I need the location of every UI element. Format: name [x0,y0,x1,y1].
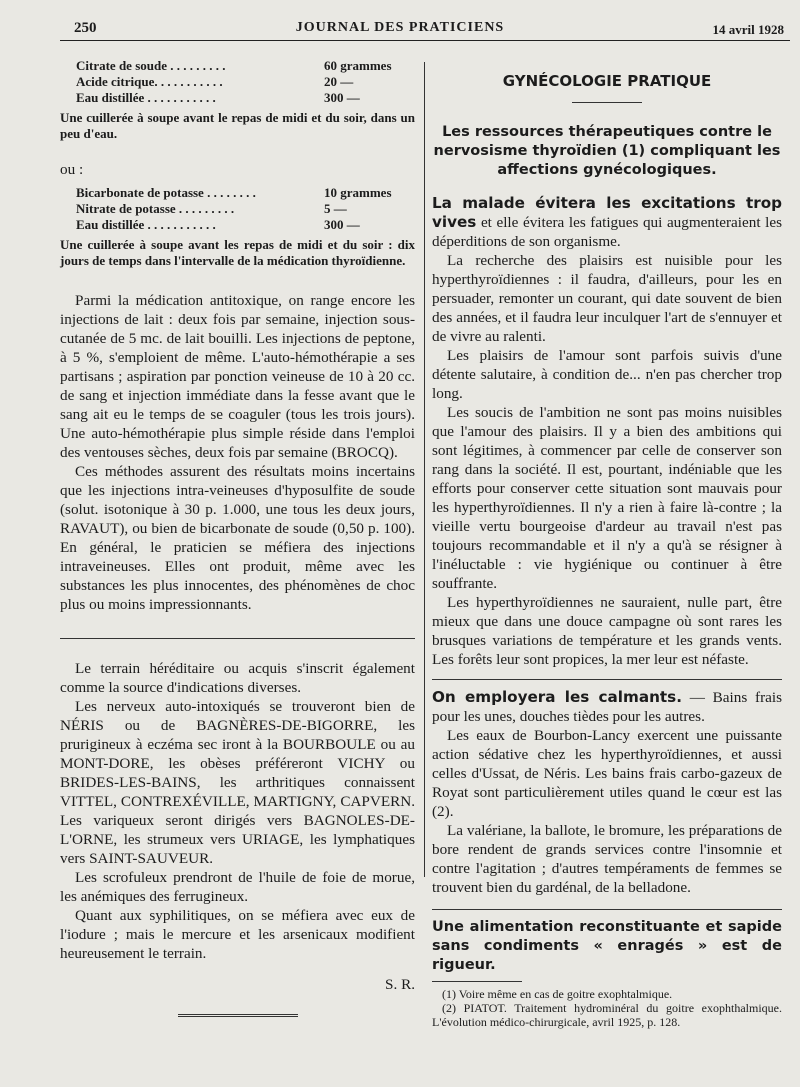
paragraph: Les plaisirs de l'amour sont parfois suivis d'une détente salutaire, à condition de... n'en pas chercher trop long. [432,347,782,402]
paragraph: Ces méthodes assurent des résultats moins incertains que les injections intra-veineuses d'hyposulfite de soude (solut. isotonique à 30 p. 1.000, une tous les deux jours, RAVAUT), ou bien de bicarbonate de soude (0,50 p. 100). En général, le praticien se méfiera des injections intraveineuses. Elles ont produit, même avec les substances les plus innocentes, des phénomènes de choc plus ou moins impressionnants. [60,463,415,613]
rx-1-instructions: Une cuillerée à soupe avant le repas de midi et du soir, dans un peu d'eau. [60,110,415,141]
footnote-1: (1) Voire même en cas de goitre exophtalmique. [442,987,673,1001]
paragraph: La recherche des plaisirs est nuisible pour les hyperthyroïdiennes : il faudra, d'ailleurs, pour les en persuader, remonter un courant, qui date souvent de bien des années, et il faudra leur inculquer l'art de s'ennuyer et de vivre au ralenti. [432,252,782,345]
footnote-2: (2) PIATOT. Traitement hydrominéral du goitre exophthalmique. L'évolution médico-chirurgicale, avril 1925, p. 128. [432,1001,782,1029]
rx-ingredient: Citrate de soude . . . . . . . . . [76,58,226,73]
run-in-heading: On employera les calmants. [432,688,682,706]
paragraph-text: et elle évitera les fatigues qui augmenteraient les déperditions de son organisme. [432,214,783,250]
rx-line [60,185,415,201]
paragraph: Les nerveux auto-intoxiqués se trouveront bien de NÉRIS ou de BAGNÈRES-DE-BIGORRE, les prurigineux à eczéma sec iront à la BOURBOULE ou au MONT-DORE, les obèses préféreront VICHY ou BRIDES-LES-BAINS, les arthritiques connaissent VITTEL, CONTREXÉVILLE, MARTIGNY, CAPVERN. Les variqueux seront dirigés vers BAGNOLES-DE-L'ORNE, les strumeux vers URIAGE, les lymphatiques vers SAINT-SAUVEUR. [60,698,415,867]
rx-line [60,90,415,106]
rx-quantity: 300 — [324,90,360,105]
rx-ingredient: Nitrate de potasse . . . . . . . . . [76,201,235,216]
rx-quantity: 60 grammes [324,58,392,73]
paragraph [432,194,782,251]
left-column [60,58,415,1017]
rx-ingredient: Acide citrique. . . . . . . . . . . [76,74,223,89]
paragraph [432,688,782,726]
paragraph: Les soucis de l'ambition ne sont pas moins nuisibles que l'amour des plaisirs. Il y a bien des ambitions qui sont légitimes, à commencer par celle de conserver son rang dans la société. Il est, pourtant, indéniable que les efforts pour conserver cette situation sont mauvais pour les hyperthyroïdiennes. Il n'y a rien à faire là-contre ; la vieille vertu bourgeoise d'ardeur au travail n'est pas toujours recommandable et il n'y a qu'à se résigner à l'inéluctable : vie hygiénique ou continuer à être souffrante. [432,404,782,592]
rx-ingredient: Eau distillée . . . . . . . . . . . [76,90,216,105]
end-rule [178,1014,298,1017]
rx-ingredient: Eau distillée . . . . . . . . . . . [76,217,216,232]
paragraph: Les hyperthyroïdiennes ne sauraient, nulle part, être mieux que dans une douce campagne où sont rares les brusques variations de température et les grands vents. Les forêts leur sont propices, la mer leur est néfaste. [432,594,782,668]
heading-rule [572,102,642,103]
issue-date: 14 avril 1928 [712,22,784,37]
paragraph: Les eaux de Bourbon-Lancy exercent une puissante action sédative chez les hyperthyroïdiennes, et aussi celles d'Ussat, de Néris. Les bains frais carbo-gazeux de Royat sont particulièrement utiles quand le cœur est las (2). [432,727,782,820]
run-in-heading: La malade évitera les excitations trop vives [432,194,782,231]
signature: S. R. [385,976,415,993]
article-title: Les ressources thérapeutiques contre le nervosisme thyroïdien (1) compliquant les affections gynécologiques. [433,124,781,178]
rx-quantity: 300 — [324,217,360,232]
section-separator [432,909,782,910]
right-column [432,58,782,1029]
rx-quantity: 5 — [324,201,347,216]
paragraph: Les scrofuleux prendront de l'huile de foie de morue, les anémiques des ferrugineux. [60,869,415,905]
paragraph: Parmi la médication antitoxique, on range encore les injections de lait : deux fois par semaine, injection sous-cutanée de 5 mc. de lait bouilli. Les injections de peptone, à 5 %, s'emploient de même. L'auto-hémothérapie a ses partisans ; aspiration par ponction veineuse de 10 à 20 cc. de sang et injection immédiate dans la fesse avant que le sang ait eu le temps de se coaguler (tous les trois jours). Une auto-hémothérapie plus simple réside dans l'emploi des ventouses sèches, deux fois par semaine (BROCQ). [60,292,415,461]
paragraph-text: — Bains frais pour les unes, douches tièdes pour les autres. [432,689,782,725]
rx-quantity: 20 — [324,74,354,89]
rx-line [60,217,415,233]
rx-line [60,201,415,217]
paragraph: Le terrain héréditaire ou acquis s'inscrit également comme la source d'indications diverses. [60,660,415,696]
running-header [0,14,800,40]
section-separator [60,638,415,639]
prescription-1 [60,58,415,106]
header-rule [60,40,790,41]
rx-2-instructions: Une cuillerée à soupe avant les repas de midi et du soir : dix jours de temps dans l'intervalle de la médication thyroïdienne. [60,237,415,268]
rx-ingredient: Bicarbonate de potasse . . . . . . . . [76,185,256,200]
footnote-rule [432,981,522,982]
rx-quantity: 10 grammes [324,185,392,200]
page-number: 250 [74,20,97,36]
section-heading: GYNÉCOLOGIE PRATIQUE [502,72,712,90]
rx-line [60,74,415,90]
run-in-heading: Une alimentation reconstituante et sapide sans condiments « enragés » est de rigueur. [432,919,782,973]
paragraph: Quant aux syphilitiques, on se méfiera avec eux de l'iodure ; mais le mercure et les arsenicaux modifient heureusement le terrain. [60,907,415,962]
rx-line [60,58,415,74]
section-separator [432,679,782,680]
alternative-label: ou : [60,161,84,178]
journal-title: JOURNAL DES PRATICIENS [295,20,505,35]
column-divider [424,62,425,877]
paragraph: La valériane, la ballote, le bromure, les préparations de bore rendent de grands services contre l'insomnie et contre l'agitation ; d'autres tempéraments de femmes se trouvent bien du gardénal, de la belladone. [432,822,782,896]
prescription-2 [60,185,415,233]
